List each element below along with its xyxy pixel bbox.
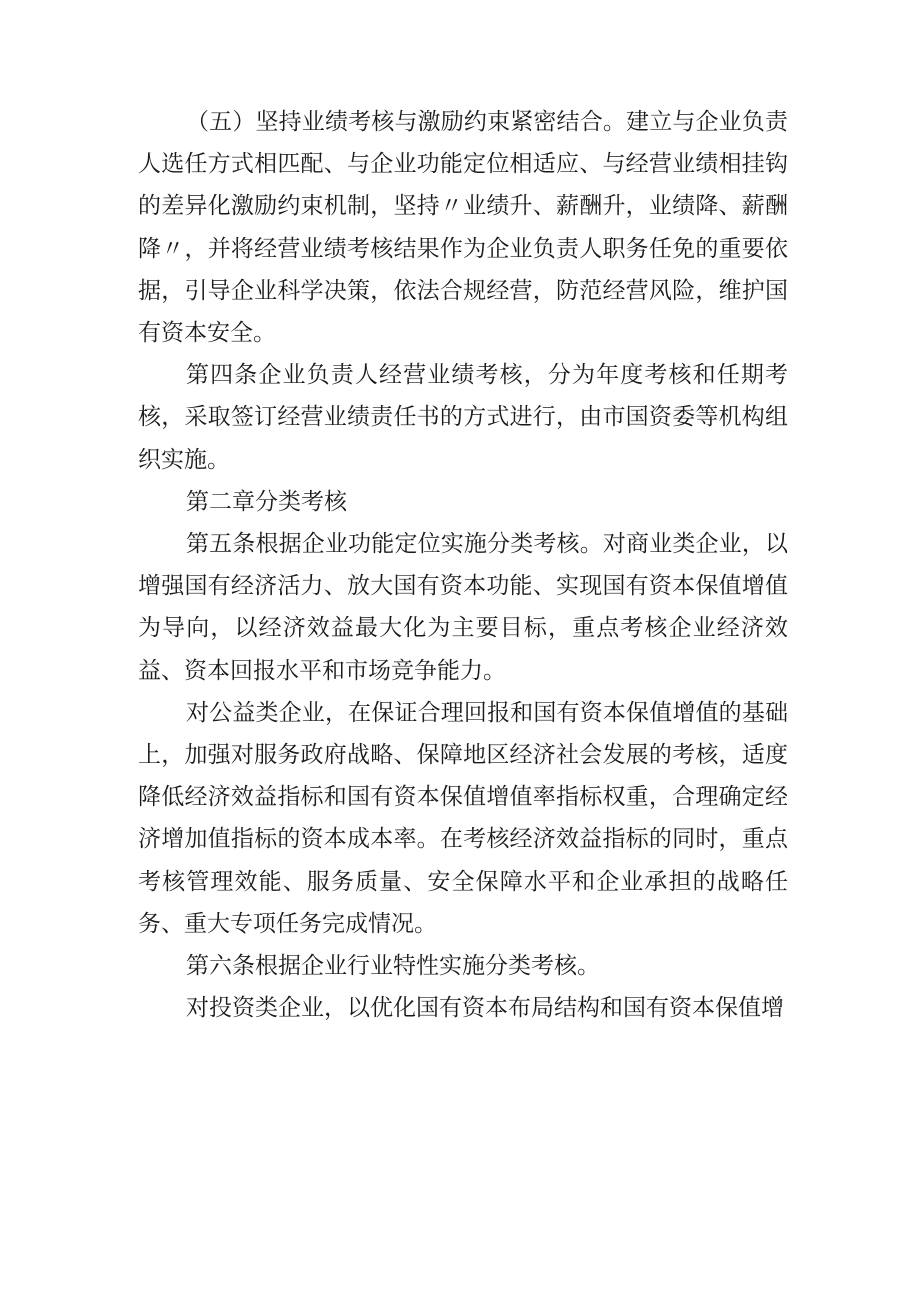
paragraph-article-six: 第六条根据企业行业特性实施分类考核。 xyxy=(186,953,600,980)
paragraph-public-welfare: 对公益类企业，在保证合理回报和国有资本保值增值的基础上，加强对服务政府战略、保障地区经济社会发展的考核，适度降低经济效益指标和国有资本保值增值率指标权重，合理确定经济增加值指标的资本成本率。在考核经济效益指标的同时，重点考核管理效能、服务质量、安全保障水平和企业承担的战略任务、重大专项任务完成情况。 xyxy=(138,699,788,937)
paragraph-article-four: 第四条企业负责人经营业绩考核，分为年度考核和任期考核，采取签订经营业绩责任书的方式进行，由市国资委等机构组织实施。 xyxy=(138,362,788,473)
paragraph-investment-enterprises: 对投资类企业，以优化国有资本布局结构和国有资本保值增 xyxy=(186,995,784,1022)
document-body xyxy=(138,101,788,1029)
paragraph-article-five: 第五条根据企业功能定位实施分类考核。对商业类企业，以增强国有经济活力、放大国有资本功能、实现国有资本保值增值为导向，以经济效益最大化为主要目标，重点考核企业经济效益、资本回报水平和市场竞争能力。 xyxy=(138,531,788,684)
paragraph-principle-five: （五）坚持业绩考核与激励约束紧密结合。建立与企业负责人选任方式相匹配、与企业功能定位相适应、与经营业绩相挂钩的差异化激励约束机制，坚持〃业绩升、薪酬升，业绩降、薪酬降〃，并将经营业绩考核结果作为企业负责人职务任免的重要依据，引导企业科学决策，依法合规经营，防范经营风险，维护国有资本安全。 xyxy=(138,109,788,347)
chapter-heading: 第二章分类考核 xyxy=(186,488,347,515)
